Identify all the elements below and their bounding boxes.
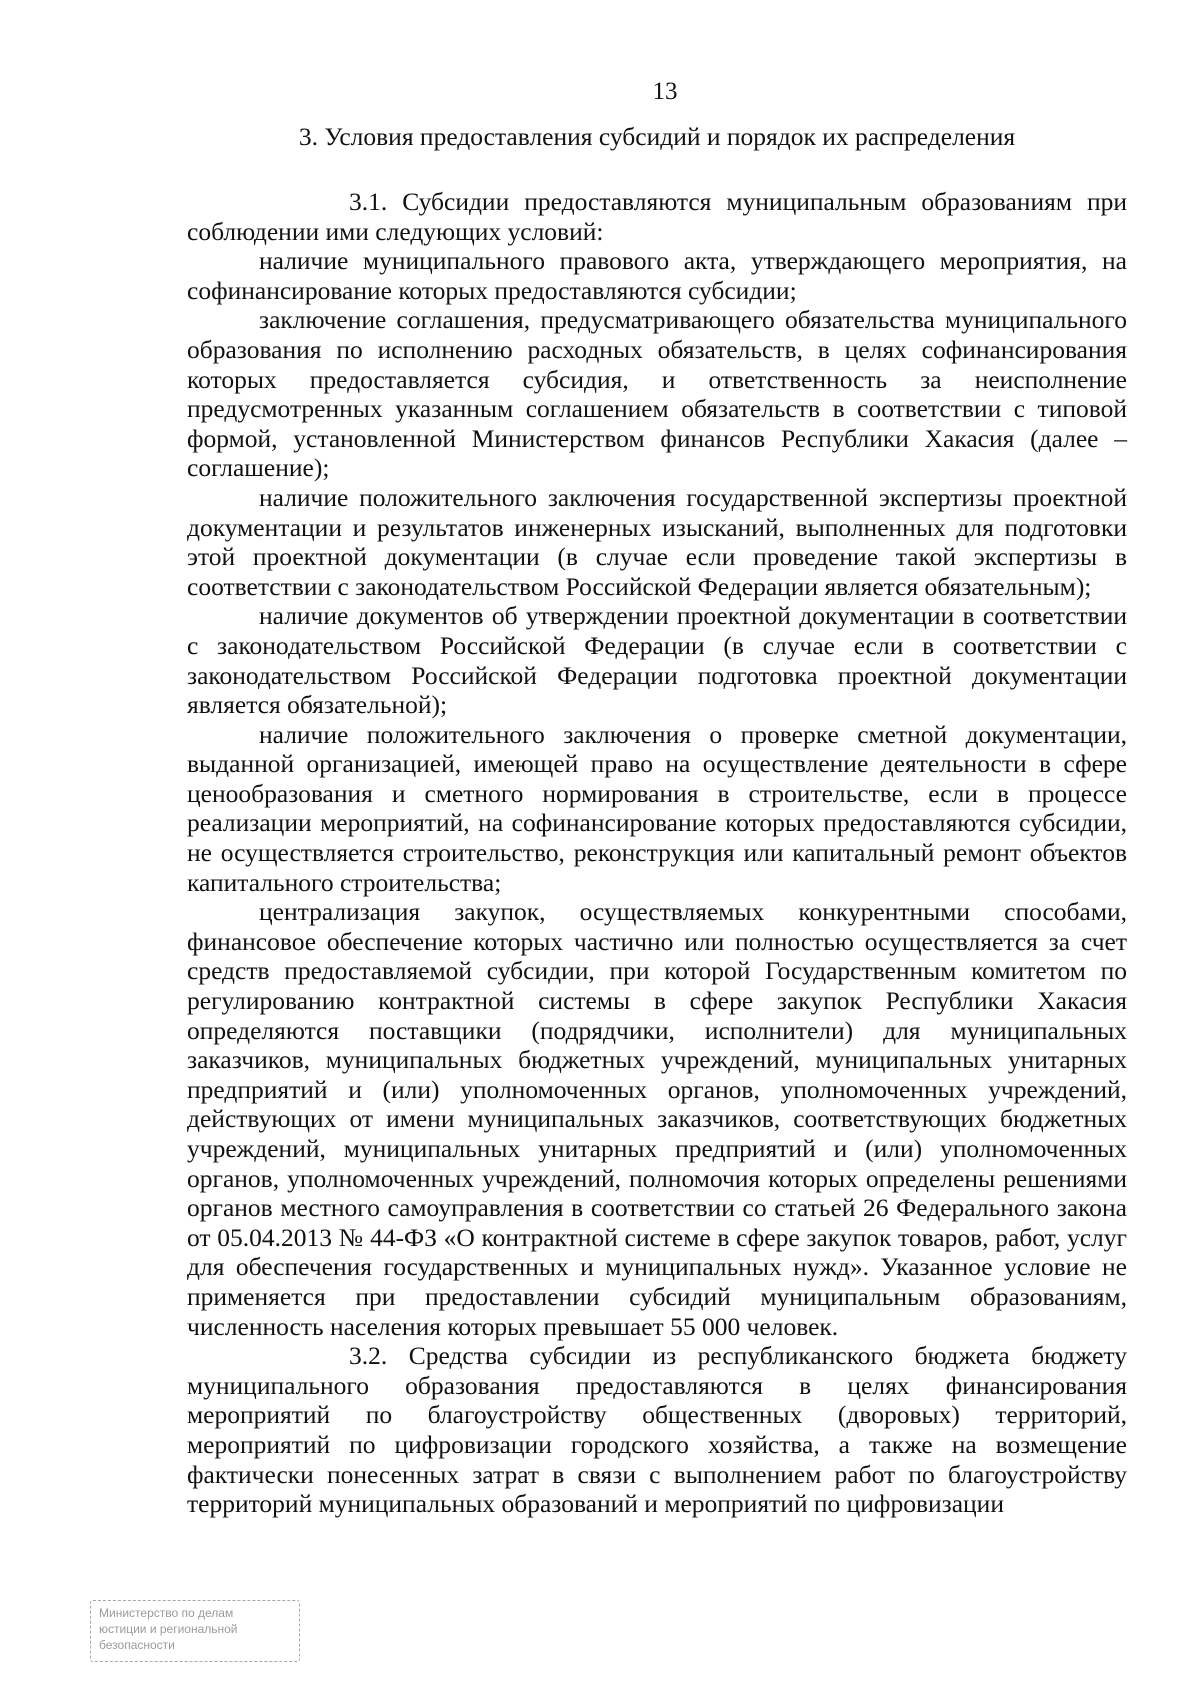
document-body	[187, 187, 1127, 1519]
paragraph-condition-legal-act: наличие муниципального правового акта, утверждающего мероприятия, на софинансирование которых предоставляются субсидии;	[187, 246, 1127, 305]
paragraph-3-1: 3.1. Субсидии предоставляются муниципальным образованиям при соблюдении ими следующих условий:	[187, 187, 1127, 246]
paragraph-condition-state-expertise: наличие положительного заключения государственной экспертизы проектной документации и результатов инженерных изысканий, выполненных для подготовки этой проектной документации (в случае если проведение такой экспертизы в соответствии с законодательством Российской Федерации является обязательным);	[187, 482, 1127, 601]
registration-stamp	[90, 1600, 300, 1662]
page-number: 13	[652, 78, 678, 105]
paragraph-condition-procurement: централизация закупок, осуществляемых конкурентными способами, финансовое обеспечение которых частично или полностью осуществляется за счет средств предоставляемой субсидии, при которой Государственным комитетом по регулированию контрактной системы в сфере закупок Республики Хакасия определяются поставщики (подрядчики, исполнители) для муниципальных заказчиков, муниципальных бюджетных учреждений, муниципальных унитарных предприятий и (или) уполномоченных органов, уполномоченных учреждений, действующих от имени муниципальных заказчиков, соответствующих бюджетных учреждений, муниципальных унитарных предприятий и (или) уполномоченных органов, уполномоченных учреждений, полномочия которых определены решениями органов местного самоуправления в соответствии со статьей 26 Федерального закона от 05.04.2013 № 44-ФЗ «О контрактной системе в сфере закупок товаров, работ, услуг для обеспечения государственных и муниципальных нужд». Указанное условие не применяется при предоставлении субсидий муниципальным образованиям, численность населения которых превышает 55 000 человек.	[187, 897, 1127, 1341]
paragraph-condition-estimate-check: наличие положительного заключения о проверке сметной документации, выданной организацией, имеющей право на осуществление деятельности в сфере ценообразования и сметного нормирования в строительстве, если в процессе реализации мероприятий, на софинансирование которых предоставляются субсидии, не осуществляется строительство, реконструкция или капитальный ремонт объектов капитального строительства;	[187, 719, 1127, 897]
stamp-line-2: юстиции и региональной	[99, 1622, 238, 1636]
section-title: 3. Условия предоставления субсидий и порядок их распределения	[298, 122, 1016, 151]
paragraph-3-2: 3.2. Средства субсидии из республиканского бюджета бюджету муниципального образования предоставляются в целях финансирования мероприятий по благоустройству общественных (дворовых) территорий, мероприятий по цифровизации городского хозяйства, а также на возмещение фактически понесенных затрат в связи с выполнением работ по благоустройству территорий муниципальных образований и мероприятий по цифровизации	[187, 1341, 1127, 1519]
paragraph-condition-agreement: заключение соглашения, предусматривающего обязательства муниципального образования по исполнению расходных обязательств, в целях софинансирования которых предоставляется субсидия, и ответственность за неисполнение предусмотренных указанным соглашением обязательств в соответствии с типовой формой, установленной Министерством финансов Республики Хакасия (далее – соглашение);	[187, 305, 1127, 483]
stamp-line-1: Министерство по делам	[99, 1606, 234, 1620]
paragraph-condition-project-approval: наличие документов об утверждении проектной документации в соответствии с законодательством Российской Федерации (в случае если в соответствии с законодательством Российской Федерации подготовка проектной документации является обязательной);	[187, 601, 1127, 720]
stamp-line-3: безопасности	[99, 1638, 175, 1652]
